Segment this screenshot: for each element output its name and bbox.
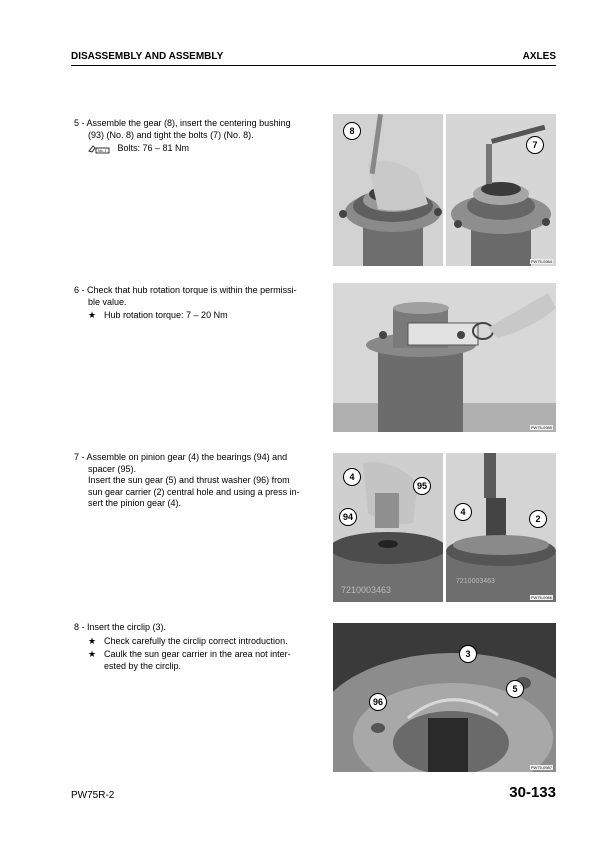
star-icon: ★ — [88, 649, 97, 659]
photo-code: PW75-0987 — [530, 765, 552, 770]
chapter-title: AXLES — [522, 51, 556, 62]
part-stamp: 7210003463 — [341, 585, 392, 595]
step-7-line-1: 7 - Assemble on pinion gear (4) the bearings (94) and — [74, 452, 288, 462]
part-stamp: 7210003463 — [456, 578, 495, 585]
photo-step-8 — [333, 623, 556, 772]
step-6-bullet: ★ Hub rotation torque: 7 – 20 Nm — [88, 310, 228, 320]
step-7 — [74, 452, 318, 510]
callout-7: 7 — [526, 136, 544, 154]
step-5-line-2: (93) (No. 8) and tight the bolts (7) (No. 8). — [88, 129, 254, 140]
callout-2: 2 — [529, 510, 547, 528]
callout-4: 4 — [343, 468, 361, 486]
step-7-line-3: Insert the sun gear (5) and thrust washer (96) from — [88, 475, 290, 485]
callout-3: 3 — [459, 645, 477, 663]
section-title: DISASSEMBLY AND ASSEMBLY — [71, 51, 224, 62]
callout-95: 95 — [413, 477, 431, 495]
step-5-spec-text: Bolts: 76 – 81 Nm — [117, 143, 190, 153]
step-6 — [74, 285, 318, 322]
model-label: PW75R-2 — [71, 790, 115, 801]
photo-code: PW75-0986 — [530, 595, 552, 600]
step-8-line-1: 8 - Insert the circlip (3). — [74, 622, 167, 632]
torque-wrench-icon — [88, 144, 110, 154]
step-7-line-2: spacer (95). — [88, 463, 137, 474]
callout-96: 96 — [369, 693, 387, 711]
step-5 — [74, 118, 318, 155]
step-7-line-4: sun gear carrier (2) central hole and using a press in- — [88, 486, 300, 497]
photo-step-7-right — [446, 453, 556, 602]
step-8 — [74, 622, 318, 672]
photo-code: PW75-0984 — [530, 259, 552, 264]
step-5-spec — [74, 143, 318, 155]
photo-code: PW75-0985 — [530, 425, 552, 430]
callout-5: 5 — [506, 680, 524, 698]
page-number: 30-133 — [509, 784, 556, 801]
step-7-line-5: sert the pinion gear (4). — [88, 498, 182, 508]
tool-number: No. 1 — [98, 148, 107, 153]
page-header — [71, 50, 556, 66]
step-8-bullet-1: ★ Check carefully the circlip correct introduction. — [88, 635, 288, 646]
photo-step-7-left — [333, 453, 443, 602]
photo-step-6 — [333, 283, 556, 432]
photo-step-5-left — [333, 114, 443, 266]
callout-94: 94 — [339, 508, 357, 526]
star-icon: ★ — [88, 635, 97, 646]
step-5-line-1: 5 - Assemble the gear (8), insert the centering bushing — [74, 118, 291, 128]
star-icon: ★ — [88, 310, 97, 320]
callout-8: 8 — [343, 122, 361, 140]
photo-step-5-right — [446, 114, 556, 266]
step-8-bullet-2: ★ Caulk the sun gear carrier in the area not inter- ested by the circlip. — [88, 649, 291, 671]
step-6-line-1: 6 - Check that hub rotation torque is within the permissi- — [74, 285, 297, 295]
step-6-line-2: ble value. — [88, 296, 127, 307]
callout-4-right: 4 — [454, 503, 472, 521]
